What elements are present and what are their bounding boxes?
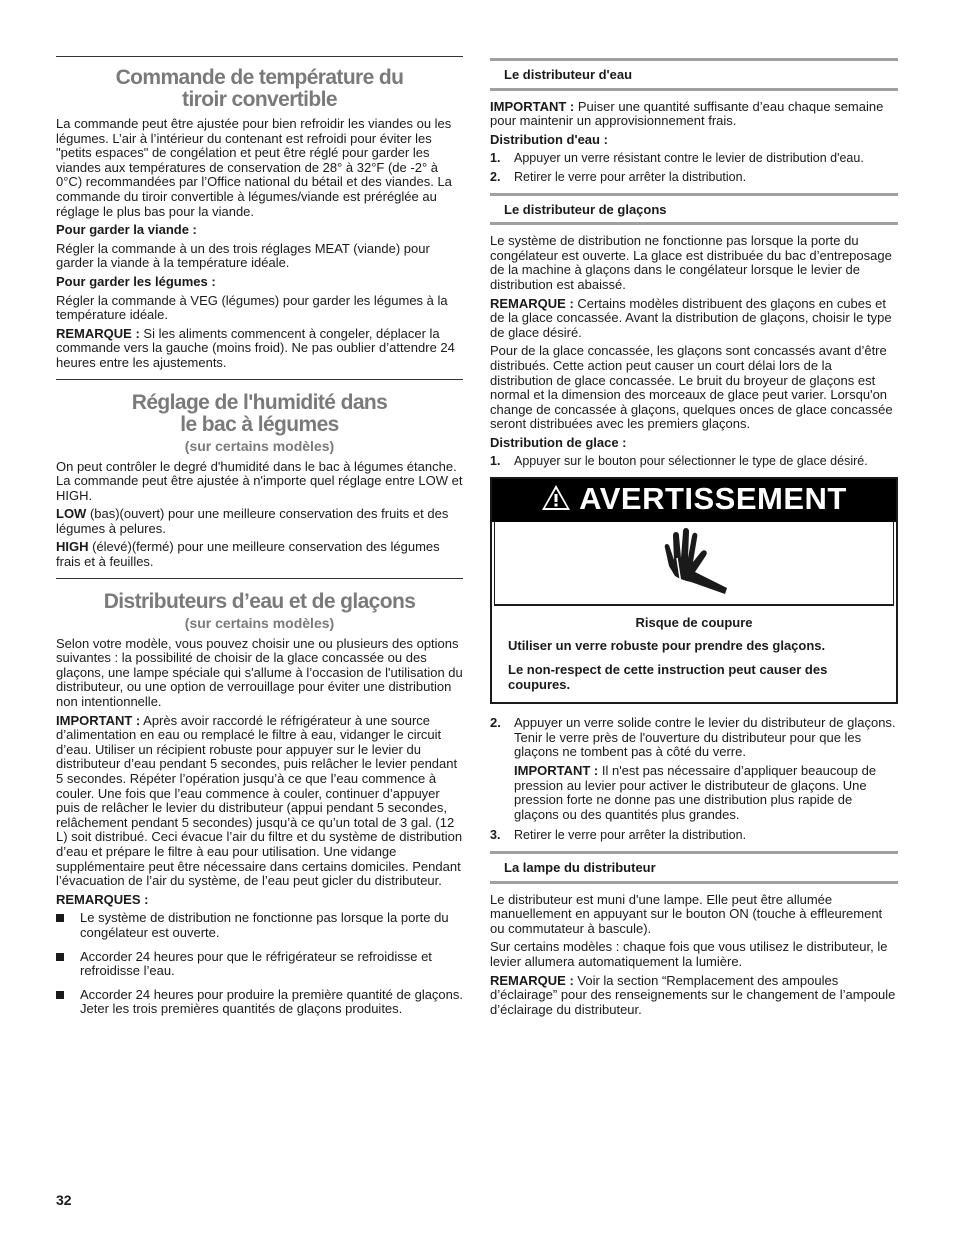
page-number: 32	[56, 1192, 72, 1208]
subheading: REMARQUES :	[56, 891, 149, 907]
paragraph: Le distributeur est muni d'une lampe. Elle peut être allumée manuellement en appuyant sur le bouton ON (touche à effleurement ou commutateur à bascule).	[490, 891, 883, 936]
paragraph: Régler la commande à VEG (légumes) pour garder les légumes à la température idéale.	[56, 292, 448, 323]
heading-water-dispenser: Le distributeur d'eau	[490, 58, 898, 91]
hazard-label: Risque de coupure	[635, 614, 753, 630]
heading-ice-dispenser: Le distributeur de glaçons	[490, 193, 898, 226]
note-paragraph: REMARQUE : Si les aliments commencent à congeler, déplacer la commande vers la gauche (moins froid). Ne pas oublier d’attendre 24 heures entre les ajustements.	[56, 325, 455, 370]
bullet-square-icon	[56, 914, 64, 922]
ice-steps	[490, 454, 898, 469]
step-item: 3. Retirer le verre pour arrêter la distribution.	[490, 828, 747, 843]
warning-triangle-icon	[541, 483, 571, 519]
cut-hand-icon	[655, 528, 735, 600]
section-title-humidity	[56, 392, 463, 436]
important-paragraph: IMPORTANT : Il n'est pas nécessaire d’appliquer beaucoup de pression au levier pour activer le distributeur de glaçons. Une pression forte ne donne pas une distribution plus rapide de glaçons ou des quantités plus grandes.	[514, 763, 877, 822]
title-line-2: le bac à légumes	[180, 412, 339, 436]
title-line-2: tiroir convertible	[182, 88, 337, 111]
paragraph: La commande peut être ajustée pour bien refroidir les viandes ou les légumes. L’air à l’intérieur du contenant est refroidi pour éviter les "petits espaces" de congélation et peut être réglé pour garder les viandes aux températures de conservation de 28° à 32°F (de -2° à 0°C) recommandées par l’Office national du bétail et des viandes. La commande du tiroir convertible à légumes/viande est préréglée au réglage le plus bas pour la viande.	[56, 116, 452, 219]
section-divider	[56, 56, 463, 57]
paragraph: On peut contrôler le degré d'humidité dans le bac à légumes étanche. La commande peut être ajustée à n'importe quel réglage entre LOW et HIGH.	[56, 458, 463, 503]
subheading: Distribution de glace :	[490, 434, 627, 450]
bullet-square-icon	[56, 953, 64, 961]
heading-dispenser-lamp: La lampe du distributeur	[490, 851, 898, 884]
note-paragraph: REMARQUE : Voir la section “Remplacement des ampoules d’éclairage” pour des renseignements sur le changement de l’ampoule d’éclairage du distributeur.	[490, 972, 896, 1017]
cut-hazard-pictogram	[494, 522, 894, 606]
paragraph: Régler la commande à un des trois réglages MEAT (viande) pour garder la viande à la température idéale.	[56, 240, 430, 271]
subheading: Pour garder la viande :	[56, 222, 197, 238]
section-title-dispensers	[56, 591, 463, 613]
warning-line: Utiliser un verre robuste pour prendre des glaçons.	[508, 638, 826, 654]
important-paragraph: IMPORTANT : Puiser une quantité suffisante d’eau chaque semaine pour maintenir un approvisionnement frais.	[490, 98, 884, 129]
paragraph: Sur certains modèles : chaque fois que vous utilisez le distributeur, le levier allumera automatiquement la lumière.	[490, 939, 888, 969]
remarks-list	[56, 911, 463, 1017]
paragraph: Pour de la glace concassée, les glaçons sont concassés avant d’être distribués. Cette action peut causer un court délai lors de la distribution de glace concassée. Le bruit du broyeur de glaçons est normal et la dimension des morceaux de glace peut varier. Lorsqu'on change de concassée à glaçons, quelques onces de glace concassée seront distribuées avec les premiers glaçons.	[490, 343, 893, 432]
paragraph: Le système de distribution ne fonctionne pas lorsque la porte du congélateur est ouverte. La glace est distribuée du bac d’entreposage de la machine à glaçons dans le congélateur lorsque le levier de distribution est abaissé.	[490, 233, 892, 292]
note-paragraph: REMARQUE : Certains modèles distribuent des glaçons en cubes et de la glace concassée. Avant la distribution de glaçons, choisir le type de glace désiré.	[490, 295, 892, 340]
warning-body	[492, 606, 896, 702]
title-line-1: Distributeurs d’eau et de glaçons	[103, 589, 416, 613]
step-item: 1. Appuyer un verre résistant contre le levier de distribution d'eau.	[490, 151, 864, 166]
list-item: Accorder 24 heures pour que le réfrigérateur se refroidisse et refroidisse l’eau.	[56, 950, 463, 979]
ice-steps-continued	[490, 828, 898, 843]
high-paragraph: HIGH (élevé)(fermé) pour une meilleure conservation des légumes frais et à feuilles.	[56, 539, 440, 570]
important-paragraph: IMPORTANT : Après avoir raccordé le réfrigérateur à une source d’alimentation en eau ou remplacé le filtre à eau, vidanger le circuit d’eau. Utiliser un récipient robuste pour appuyer sur le levier du distributeur d’eau pendant 5 secondes, puis relâcher le levier pendant 5 secondes. Répéter l’opération jusqu’à ce que l’eau commence à couler. Une fois que l’eau commence à couler, continuer d’appuyer puis de relâcher le levier du distributeur (appui pendant 5 secondes, relâchement pendant 5 secondes) jusqu’à ce qu’un total de 3 gal. (12 L) soit distribué. Ceci évacue l’air du filtre et du système de distribution d’eau et prépare le filtre à eau pour utilisation. Une vidange supplémentaire peut être nécessaire dans certains domiciles. Pendant l’évacuation de l’air du système, de l’eau peut gicler du distributeur.	[56, 712, 463, 889]
subheading: Pour garder les légumes :	[56, 273, 216, 289]
title-line-1: Réglage de l'humidité dans	[131, 390, 388, 414]
section-title-convertible-drawer	[56, 67, 463, 111]
warning-title: AVERTISSEMENT	[579, 481, 847, 517]
step-item: 2. Retirer le verre pour arrêter la distribution.	[490, 169, 747, 184]
bullet-square-icon	[56, 991, 64, 999]
subheading: Distribution d'eau :	[490, 131, 608, 147]
ice-steps-continued	[490, 716, 898, 760]
section-divider	[56, 379, 463, 380]
section-divider	[56, 578, 463, 579]
low-paragraph: LOW (bas)(ouvert) pour une meilleure conservation des fruits et des légumes à pelures.	[56, 506, 449, 536]
section-subtitle: (sur certains modèles)	[184, 614, 335, 631]
title-line-1: Commande de température du	[115, 66, 404, 89]
section-subtitle: (sur certains modèles)	[184, 437, 335, 454]
step-item: 1. Appuyer sur le bouton pour sélectionner le type de glace désiré.	[490, 454, 868, 469]
list-item: Accorder 24 heures pour produire la première quantité de glaçons. Jeter les trois premières quantités de glaçons produites.	[56, 988, 463, 1017]
step-item: 2. Appuyer un verre solide contre le levier du distributeur de glaçons. Tenir le verre près de l'ouverture du distributeur pour que les glaçons ne tombent pas à côté du verre.	[490, 715, 896, 760]
paragraph: Selon votre modèle, vous pouvez choisir une ou plusieurs des options suivantes : la possibilité de choisir de la glace concassée ou des glaçons, une lampe spéciale qui s'allume à l’occasion de l'utilisation du distributeur, ou une option de verrouillage pour éviter une distribution non intentionnelle.	[56, 635, 463, 710]
right-column	[490, 58, 898, 1021]
warning-line: Le non-respect de cette instruction peut causer des coupures.	[508, 662, 828, 692]
left-column	[56, 56, 463, 1026]
warning-header	[492, 479, 896, 522]
water-steps	[490, 151, 898, 184]
warning-box	[490, 477, 898, 704]
list-item: Le système de distribution ne fonctionne pas lorsque la porte du congélateur est ouverte.	[56, 911, 463, 940]
